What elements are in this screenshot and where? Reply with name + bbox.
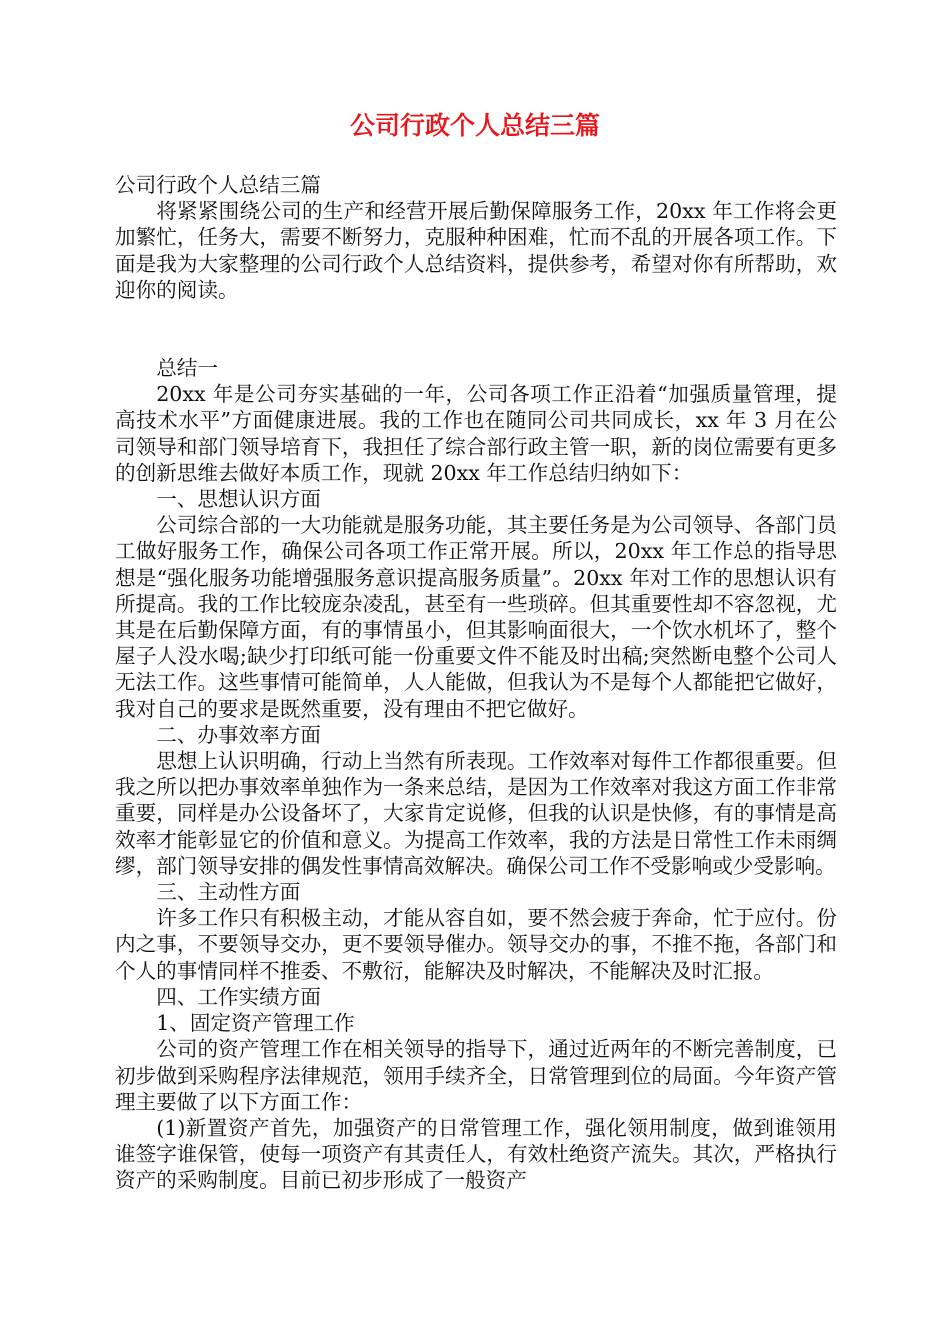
intro-paragraph: 将紧紧围绕公司的生产和经营开展后勤保障服务工作，20xx 年工作将会更加繁忙，任务大，需要不断努力，克服种种困难，忙而不乱的开展各项工作。下面是我为大家整理的公司行政个人总结资料，提供参考，希望对你有所帮助，欢迎你的阅读。	[115, 199, 837, 302]
summary-one-intro-paragraph: 20xx 年是公司夯实基础的一年，公司各项工作正沿着“加强质量管理，提高技术水平”方面健康进展。我的工作也在随同公司共同成长，xx 年 3 月在公司领导和部门领导培育下，我担任了综合部行政主管一职，新的岗位需要有更多的创新思维去做好本质工作，现就 20xx 年工作总结归纳如下：	[115, 382, 837, 485]
fixed-assets-paragraph: 公司的资产管理工作在相关领导的指导下，通过近两年的不断完善制度，已初步做到采购程序法律规范，领用手续齐全，日常管理到位的局面。今年资产管理主要做了以下方面工作：	[115, 1037, 837, 1114]
document-title: 公司行政个人总结三篇	[349, 111, 600, 140]
initiative-paragraph: 许多工作只有积极主动，才能从容自如，要不然会疲于奔命，忙于应付。份内之事，不要领导交办，更不要领导催办。领导交办的事，不推不拖，各部门和个人的事情同样不推委、不敷衍，能解决及时解决，不能解决及时汇报。	[115, 906, 837, 983]
heading-work-efficiency: 二、办事效率方面	[156, 722, 321, 747]
heading-thought-awareness: 一、思想认识方面	[156, 487, 321, 512]
document-body	[115, 172, 837, 1194]
paragraph-spacer	[115, 303, 837, 355]
heading-fixed-assets: 1、固定资产管理工作	[156, 1011, 355, 1036]
section-heading-summary-one: 总结一	[156, 356, 218, 381]
new-assets-paragraph: (1)新置资产首先，加强资产的日常管理工作，强化领用制度，做到谁领用谁签字谁保管，使每一项资产有其责任人，有效杜绝资产流失。其次，严格执行资产的采购制度。目前已初步形成了一般资产	[115, 1115, 837, 1193]
subtitle-line: 公司行政个人总结三篇	[115, 173, 321, 197]
heading-initiative: 三、主动性方面	[156, 880, 301, 905]
heading-achievements: 四、工作实绩方面	[156, 984, 321, 1009]
work-efficiency-paragraph: 思想上认识明确，行动上当然有所表现。工作效率对每件工作都很重要。但我之所以把办事效率单独作为一条来总结，是因为工作效率对我这方面工作非常重要，同样是办公设备坏了，大家肯定说修，但我的认识是快修，有的事情是高效率才能彰显它的价值和意义。为提高工作效率，我的方法是日常性工作未雨绸缪，部门领导安排的偶发性事情高效解决。确保公司工作不受影响或少受影响。	[115, 749, 837, 878]
thought-awareness-paragraph: 公司综合部的一大功能就是服务功能，其主要任务是为公司领导、各部门员工做好服务工作，确保公司各项工作正常开展。所以，20xx 年工作总的指导思想是“强化服务功能增强服务意识提高服务质量”。20xx 年对工作的思想认识有所提高。我的工作比较庞杂凌乱，甚至有一些琐碎。但其重要性却不容忽视，尤其是在后勤保障方面，有的事情虽小，但其影响面很大，一个饮水机坏了，整个屋子人没水喝;缺少打印纸可能一份重要文件不能及时出稿;突然断电整个公司人无法工作。这些事情可能简单，人人能做，但我认为不是每个人都能把它做好，我对自己的要求是既然重要，没有理由不把它做好。	[115, 513, 837, 721]
